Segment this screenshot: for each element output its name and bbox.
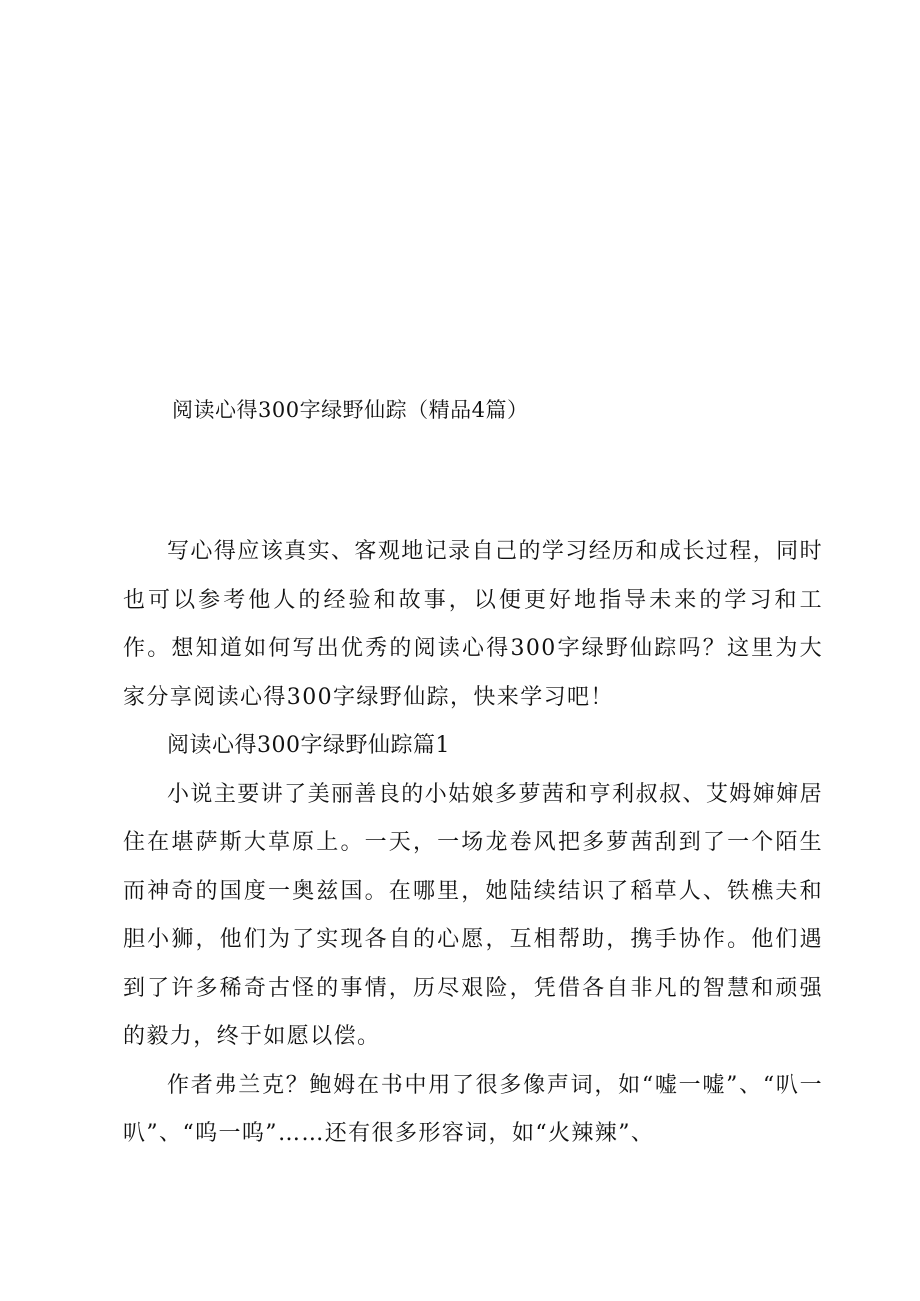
section-heading: 阅读心得300字绿野仙踪篇1	[167, 733, 450, 758]
document-body	[123, 528, 823, 1159]
body-paragraph: 小说主要讲了美丽善良的小姑娘多萝茜和亨利叔叔、艾姆婶婶居住在堪萨斯大草原上。一天，一场龙卷风把多萝茜刮到了一个陌生而神奇的国度一奥兹国。在哪里，她陆续结识了稻草人、铁樵夫和胆小狮，他们为了实现各自的心愿，互相帮助，携手协作。他们遇到了许多稀奇古怪的事情，历尽艰险，凭借各自非凡的智慧和顽强的毅力，终于如愿以偿。	[123, 781, 823, 1049]
body-paragraph: 作者弗兰克？鲍姆在书中用了很多像声词，如“嘘一嘘”、“叭一叭”、“呜一呜”……还有很多形容词，如“火辣辣”、	[123, 1072, 823, 1146]
intro-paragraph: 写心得应该真实、客观地记录自己的学习经历和成长过程，同时也可以参考他人的经验和故事，以便更好地指导未来的学习和工作。想知道如何写出优秀的阅读心得300字绿野仙踪吗？这里为大家分享阅读心得300字绿野仙踪，快来学习吧！	[123, 539, 823, 710]
document-title: 阅读心得300字绿野仙踪（精品4篇）	[172, 398, 529, 422]
